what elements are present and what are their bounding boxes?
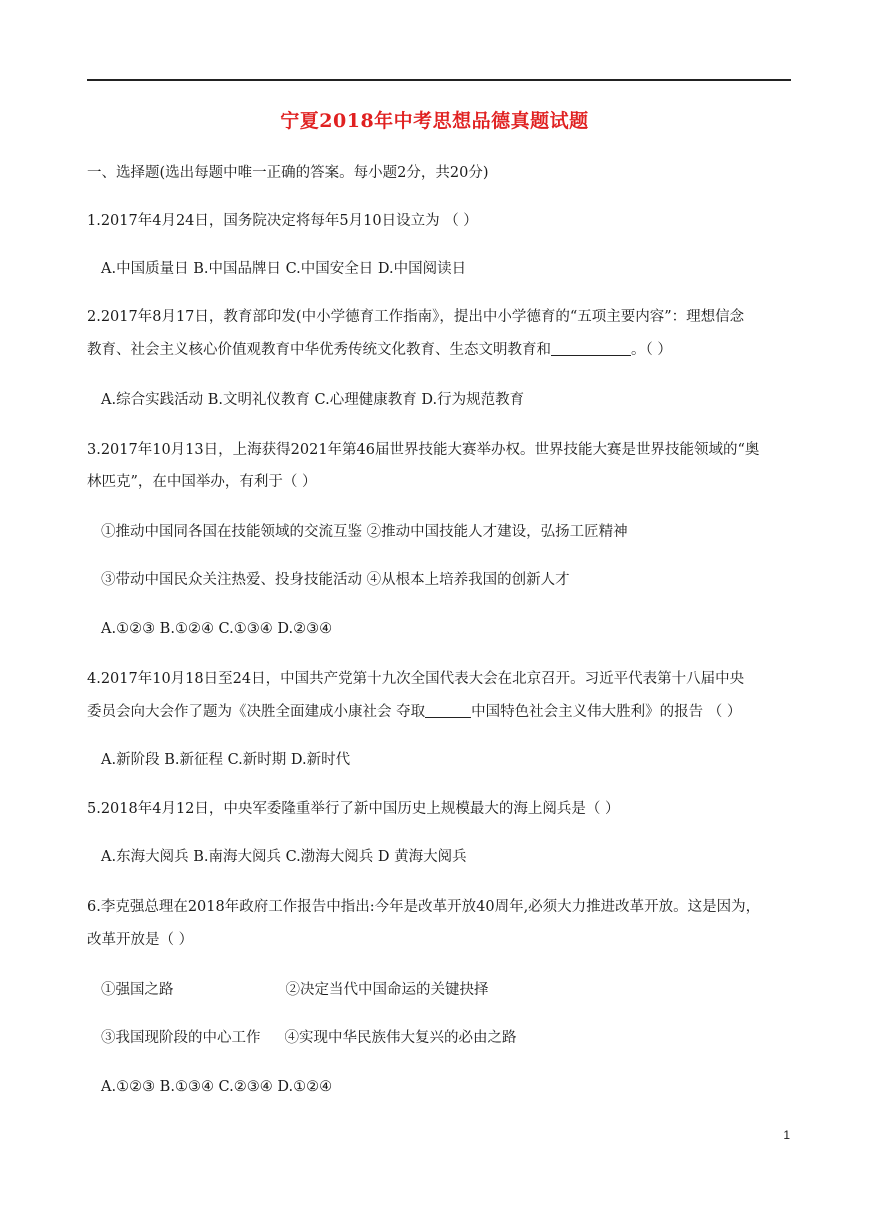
q3-stem-line1: 3.2017年10月13日，上海获得2021年第46届世界技能大赛举办权。世界技能大赛是世界技能领域的“奥	[87, 442, 760, 458]
q2-stem-line2	[87, 340, 672, 360]
section-heading: 一、选择题(选出每题中唯一正确的答案。每小题2分，共20分)	[87, 165, 489, 181]
q6-options: A.①②③ B.①③④ C.②③④ D.①②④	[101, 1079, 333, 1095]
q1-options: A.中国质量日 B.中国品牌日 C.中国安全日 D.中国阅读日	[101, 261, 467, 277]
q3-stem-line2: 林匹克”，在中国举办，有利于（ ）	[87, 474, 317, 490]
q4-stem-tail: 中国特色社会主义伟大胜利》的报告 （ ）	[471, 704, 742, 720]
q2-stem-text: 教育、社会主义核心价值观教育中华优秀传统文化教育、生态文明教育和	[87, 342, 551, 358]
q2-stem-line1: 2.2017年8月17日，教育部印发(中小学德育工作指南》，提出中小学德育的“五项主要内容”：理想信念	[87, 309, 745, 325]
q1-stem: 1.2017年4月24日，国务院决定将每年5月10日设立为 （ ）	[87, 213, 478, 229]
q3-options: A.①②③ B.①②④ C.①③④ D.②③④	[101, 621, 333, 637]
q2-options: A.综合实践活动 B.文明礼仪教育 C.心理健康教育 D.行为规范教育	[101, 392, 525, 408]
q4-stem-line1: 4.2017年10月18日至24日，中国共产党第十九次全国代表大会在北京召开。习近平代表第十八届中央	[87, 671, 745, 687]
q6-item2	[101, 1028, 517, 1048]
q6-item1a: ①强国之路	[101, 982, 174, 998]
q6-stem-line2: 改革开放是（ ）	[87, 932, 194, 948]
q4-stem-text: 委员会向大会作了题为《决胜全面建成小康社会 夺取	[87, 704, 426, 720]
q5-stem: 5.2018年4月12日，中央军委隆重举行了新中国历史上规模最大的海上阅兵是（ ）	[87, 801, 620, 817]
q6-stem-line1: 6.李克强总理在2018年政府工作报告中指出:今年是改革开放40周年,必须大力推进改革开放。这是因为，	[87, 899, 761, 915]
q2-answer-blank	[551, 341, 631, 356]
q3-item1: ①推动中国同各国在技能领域的交流互鉴 ②推动中国技能人才建设，弘扬工匠精神	[101, 524, 628, 540]
q2-stem-tail: 。（ ）	[631, 342, 672, 358]
q4-stem-line2	[87, 702, 741, 722]
page-title: 宁夏2018年中考思想品德真题试题	[280, 110, 589, 132]
q6-item1b: ②决定当代中国命运的关键抉择	[285, 982, 489, 998]
q3-item2: ③带动中国民众关注热爱、投身技能活动 ④从根本上培养我国的创新人才	[101, 572, 570, 588]
q6-item2b: ④实现中华民族伟大复兴的必由之路	[284, 1030, 517, 1046]
q6-item2a: ③我国现阶段的中心工作	[101, 1030, 261, 1046]
q4-answer-blank	[425, 703, 471, 718]
page-number: 1	[783, 1128, 790, 1142]
header-rule	[87, 79, 791, 81]
q5-options: A.东海大阅兵 B.南海大阅兵 C.渤海大阅兵 D 黄海大阅兵	[101, 849, 467, 865]
q6-item1	[101, 980, 489, 1000]
q4-options: A.新阶段 B.新征程 C.新时期 D.新时代	[101, 752, 351, 768]
